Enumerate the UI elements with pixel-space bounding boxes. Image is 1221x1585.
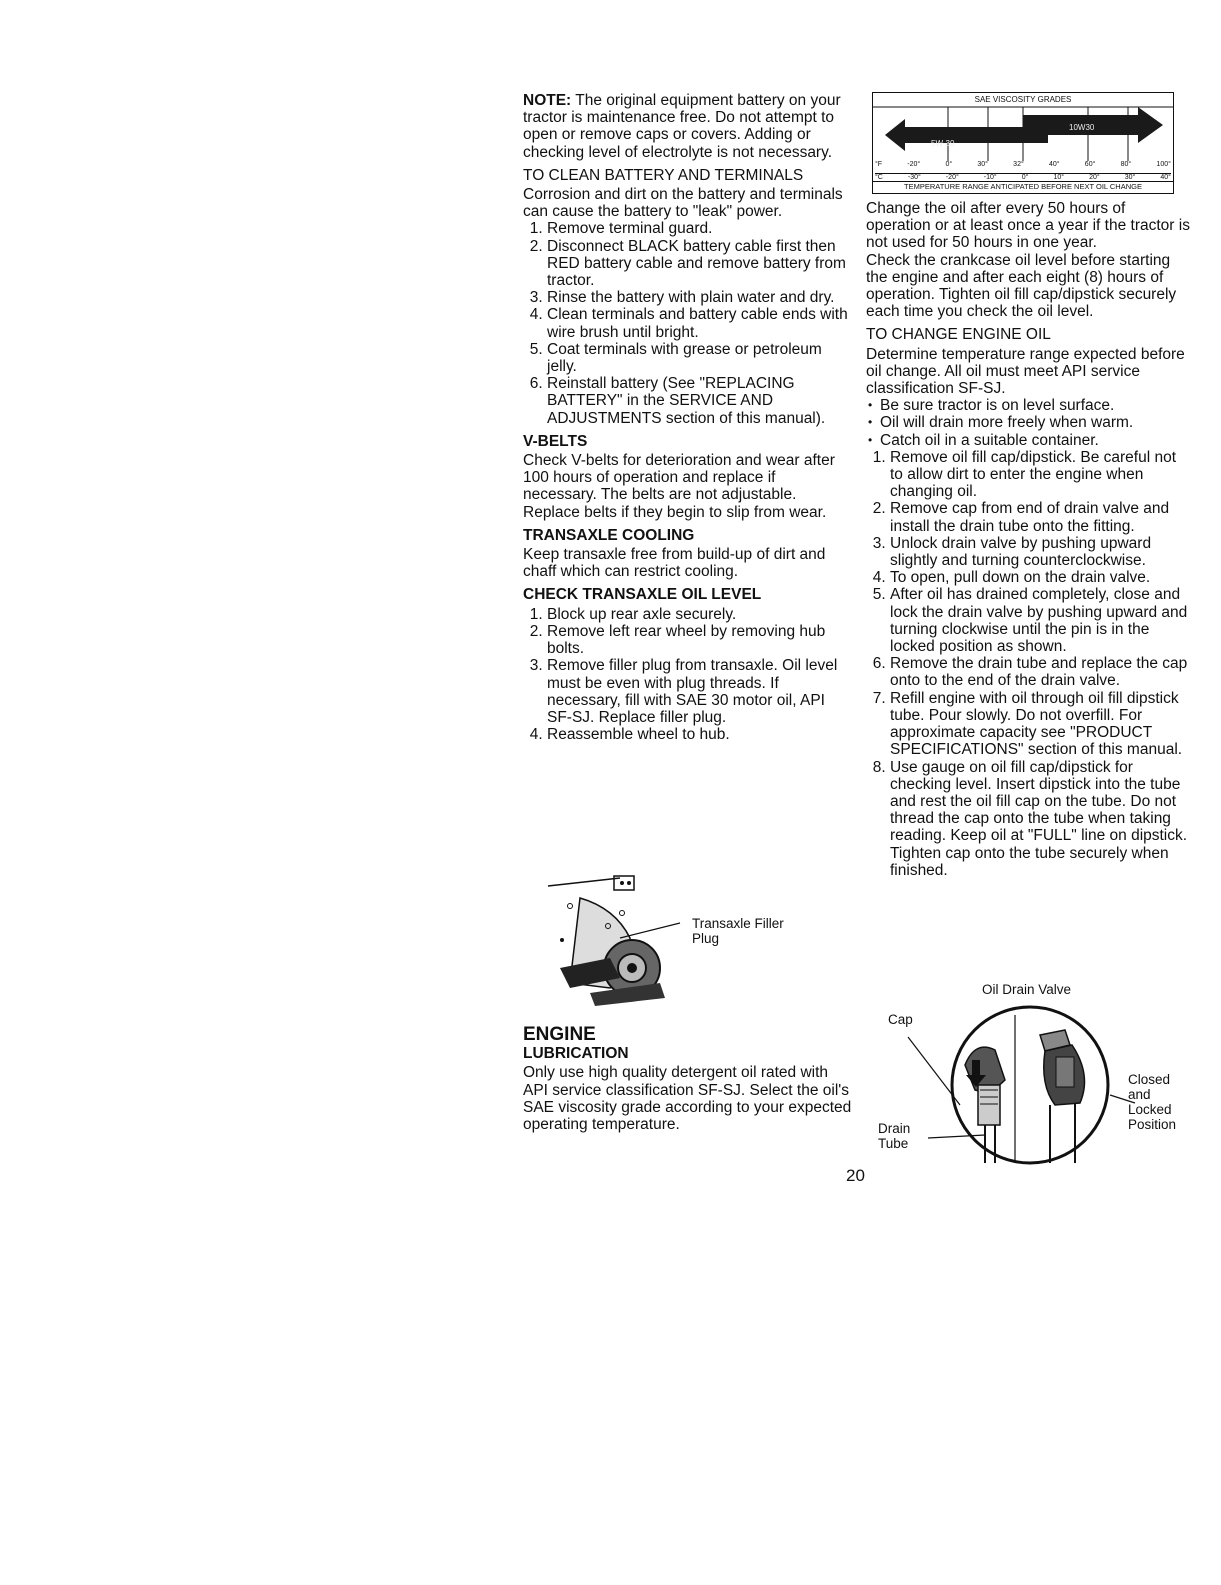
list-item: 7. Refill engine with oil through oil fill dipstick tube. Pour slowly. Do not overfill. For approximate capacity see "PRODUCT SPECIFICATIONS" section of this manual. [890,690,1192,759]
transaxle-filler-plug-illustration [540,868,710,1008]
change-engine-oil-intro: Determine temperature range expected before oil change. All oil must meet API service classification SF-SJ. [866,345,1185,398]
viscosity-chart-footer: TEMPERATURE RANGE ANTICIPATED BEFORE NEXT OIL CHANGE [873,181,1173,191]
viscosity-chart-title: SAE VISCOSITY GRADES [974,95,1072,104]
list-item: 5. After oil has drained completely, close and lock the drain valve by pushing upward and turning clockwise until the pin is in the locked position as shown. [890,586,1192,655]
check-transaxle-oil-steps [523,606,853,744]
list-item: 2. Remove cap from end of drain valve and install the drain tube onto the fitting. [890,500,1192,534]
cap-label: Cap [888,1012,913,1027]
clean-battery-intro: Corrosion and dirt on the battery and terminals can cause the battery to "leak" power. [523,186,843,221]
note-label: NOTE: [523,92,572,109]
change-oil-bullets [866,397,1192,449]
tick-label: -20° [907,161,921,168]
tick-label: 40° [1048,161,1060,168]
clean-battery-heading: TO CLEAN BATTERY AND TERMINALS [523,166,804,184]
tick-label: -30° [907,174,921,181]
list-item: 6. Reinstall battery (See "REPLACING BATTERY" in the SERVICE AND ADJUSTMENTS section of this manual). [547,375,853,427]
tick-label: 32° [1013,161,1024,168]
celsius-ticks [875,173,1171,181]
oil-drain-valve-title: Oil Drain Valve [982,982,1072,997]
engine-section [523,1026,853,1139]
tick-label: 60° [1084,161,1096,168]
list-item: 8. Use gauge on oil fill cap/dipstick for checking level. Insert dipstick into the tube and rest the oil fill cap on the tube. Do not thread the cap onto the tube when taking reading. Keep oil at "FULL" line on dipstick. Tighten cap onto the tube securely when finished. [890,759,1192,879]
check-oil-level-text: Check the crankcase oil level before starting the engine and after each eight (8) hours of operation. Tighten oil fill cap/dipstick securely each time you check the oil level. [866,251,1177,321]
list-item: 4. Clean terminals and battery cable ends with wire brush until bright. [547,306,853,340]
tick-label: 30° [1124,174,1136,181]
tick-label: 20° [1089,174,1100,181]
sae-viscosity-chart [872,92,1174,194]
list-item: 3. Unlock drain valve by pushing upward slightly and turning counterclockwise. [890,535,1192,569]
list-item: 6. Remove the drain tube and replace the cap onto to the end of the drain valve. [890,655,1192,689]
check-transaxle-oil-heading: CHECK TRANSAXLE OIL LEVEL [523,586,762,604]
drain-tube-label: Drain Tube [878,1121,911,1151]
list-item: • Catch oil in a suitable container. [880,432,1192,449]
list-item: 1. Remove terminal guard. [547,220,853,237]
tick-label: 30° [977,161,988,168]
engine-heading: ENGINE [523,1024,596,1045]
transaxle-cooling-text: Keep transaxle free from build-up of dirt and chaff which can restrict cooling. [523,546,826,581]
tick-label: 0° [1021,174,1029,181]
page-number: 20 [846,1166,865,1185]
viscosity-grade-bars [873,105,1173,161]
tick-label: -10° [983,174,997,181]
change-engine-oil-heading: TO CHANGE ENGINE OIL [866,326,1051,344]
tick-label: -20° [945,174,959,181]
tick-label: 80° [1120,161,1132,168]
lubrication-heading: LUBRICATION [523,1045,629,1063]
transaxle-filler-plug-label: Transaxle Filler Plug [692,916,784,946]
lubrication-text: Only use high quality detergent oil rated with API service classification SF-SJ. Select the oil's SAE viscosity grade according to your expected operating temperature. [523,1064,852,1134]
list-item: 1. Remove oil fill cap/dipstick. Be careful not to allow dirt to enter the engine when changing oil. [890,449,1192,501]
tick-label: °F [875,161,883,168]
right-column [866,200,1192,885]
tick-label: 40° [1160,174,1171,181]
list-item: 3. Remove filler plug from transaxle. Oil level must be even with plug threads. If necessary, fill with SAE 30 motor oil, API SF-SJ. Replace filler plug. [547,657,853,726]
list-item: • Oil will drain more freely when warm. [880,414,1192,431]
list-item: • Be sure tractor is on level surface. [880,397,1192,414]
grade-low-label: 5W-30 [931,139,955,148]
tick-label: 0° [945,161,953,168]
list-item: 3. Rinse the battery with plain water and dry. [547,289,853,306]
change-oil-interval-text: Change the oil after every 50 hours of operation or at least once a year if the tractor is not used for 50 hours in one year. [866,200,1190,252]
grade-high-label: 10W30 [1069,123,1095,132]
vbelts-text: Check V-belts for deterioration and wear after 100 hours of operation and replace if necessary. The belts are not adjustable. Replace belts if they begin to slip from wear. [523,452,835,521]
list-item: 2. Disconnect BLACK battery cable first then RED battery cable and remove battery from tractor. [547,238,853,290]
list-item: 4. Reassemble wheel to hub. [547,726,853,743]
vbelts-heading: V-BELTS [523,432,588,450]
list-item: 4. To open, pull down on the drain valve. [890,569,1192,586]
fahrenheit-ticks [875,161,1171,168]
list-item: 5. Coat terminals with grease or petroleum jelly. [547,341,853,375]
list-item: 2. Remove left rear wheel by removing hub bolts. [547,623,853,657]
note-text: The original equipment battery on your tractor is maintenance free. Do not attempt to open or remove caps or covers. Adding or checking level of electrolyte is not necessary. [523,92,841,161]
change-oil-steps [866,449,1192,879]
left-column [523,92,853,749]
tick-label: °C [875,174,883,181]
clean-battery-steps [523,220,853,426]
list-item: 1. Block up rear axle securely. [547,606,853,623]
tick-label: 100° [1156,161,1171,168]
tick-label: 10° [1053,174,1065,181]
closed-locked-label: Closed and Locked Position [1128,1072,1177,1132]
battery-note [523,92,853,161]
transaxle-cooling-heading: TRANSAXLE COOLING [523,526,695,544]
